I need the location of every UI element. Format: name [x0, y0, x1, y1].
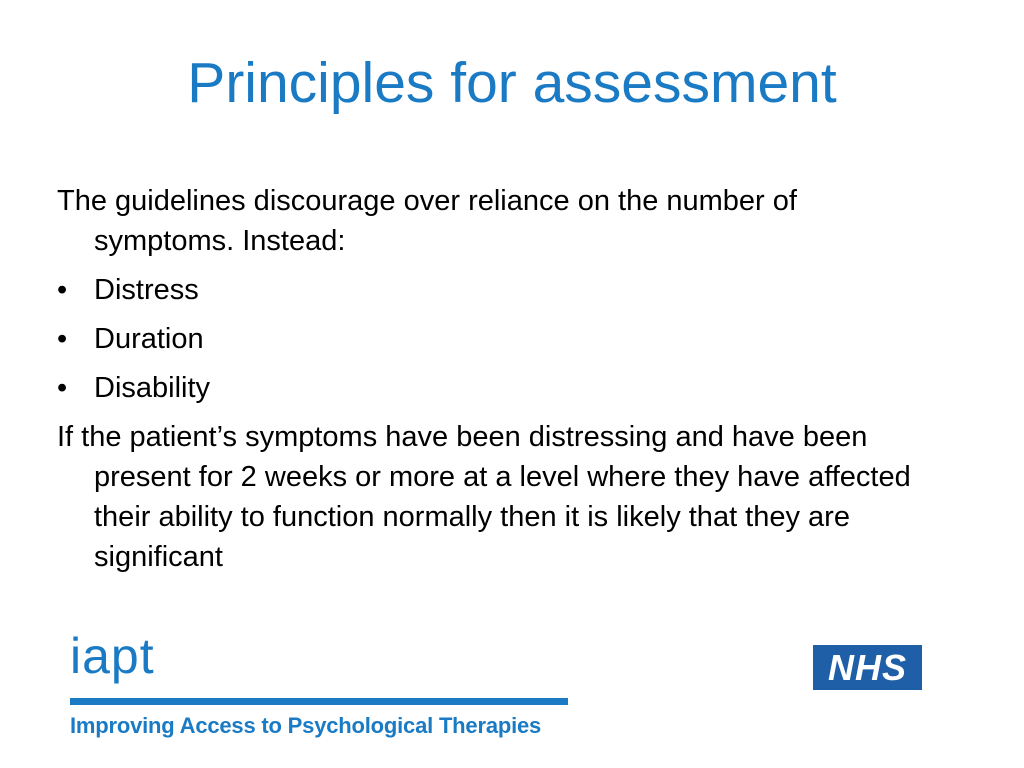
nhs-logo: NHS — [813, 645, 922, 690]
iapt-logo — [70, 628, 568, 741]
slide-body — [57, 181, 917, 586]
bullet-item — [57, 319, 917, 359]
iapt-logo-wordmark: iapt — [70, 628, 155, 684]
bullet-label-duration: Duration — [94, 323, 204, 355]
bullet-marker: • — [57, 274, 68, 306]
bullet-item — [57, 368, 917, 408]
bullet-label-disability: Disability — [94, 372, 211, 404]
slide-title: Principles for assessment — [187, 51, 837, 115]
iapt-logo-tagline: Improving Access to Psychological Therapies — [70, 713, 542, 738]
bullet-marker: • — [57, 323, 68, 355]
bullet-marker: • — [57, 372, 68, 404]
intro-paragraph: The guidelines discourage over reliance on the number of symptoms. Instead: — [57, 185, 797, 257]
conclusion-paragraph: If the patient’s symptoms have been distressing and have been present for 2 weeks or more at a level where they have affected their ability to function normally then it is likely that they are significant — [57, 421, 911, 573]
iapt-logo-rule — [70, 698, 568, 705]
bullet-label-distress: Distress — [94, 274, 199, 306]
bullet-item — [57, 270, 917, 310]
